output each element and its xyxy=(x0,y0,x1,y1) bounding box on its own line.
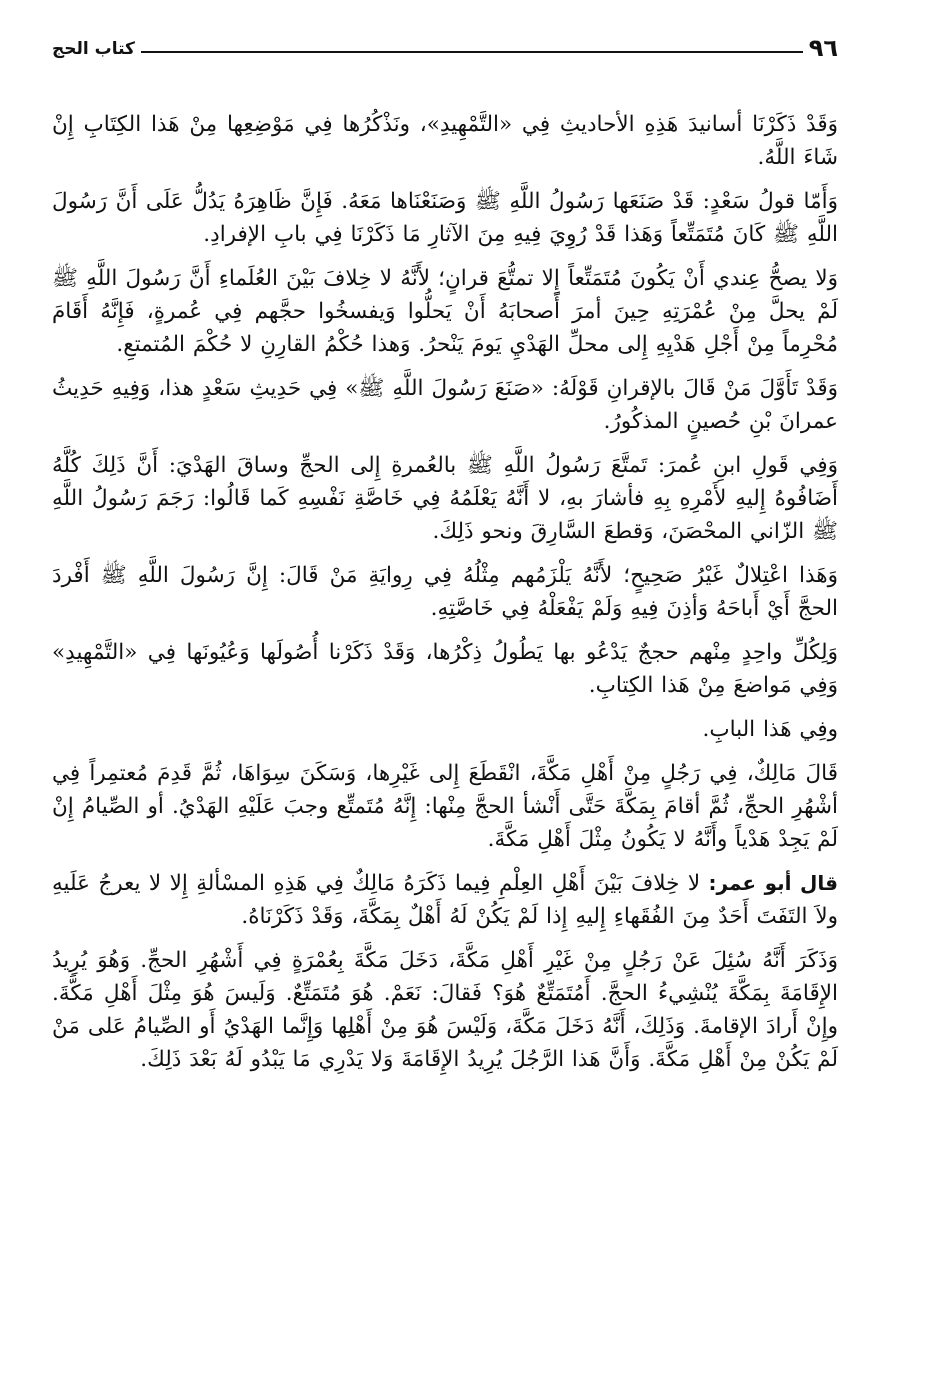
header-rule xyxy=(141,51,803,53)
paragraph-text: وَلا يصحُّ عِندي أَنْ يَكُونَ مُتَمَتِّعاً إِلا تمتُّعَ قرانٍ؛ لأَنَّهُ لا خِلافَ بَيْنَ العُلَماءِ أَنَّ رَسُولَ اللَّهِ ﷺ لَمْ يحلَّ مِنْ عُمْرَتِهِ حِينَ أمرَ أَصحابَهُ أَنْ يَحلُّوا وَيفسخُوا حجَّهم فِي عُمرةٍ، فَإِنَّهُ أَقَامَ مُحْرِماً مِنْ أَجْلِ هَدْيِهِ إِلى محلِّ الهَدْيِ يَومَ يَنْحرُ. وَهذا حُكْمُ القارِنِ لا حُكْمَ المُتمتعِ. xyxy=(52,266,838,357)
paragraph xyxy=(52,262,838,361)
paragraph-text: وَأَمّا قولُ سَعْدٍ: قَدْ صَنَعَها رَسُولُ اللَّهِ ﷺ وَصَنَعْنَاها مَعَهُ. فَإِنَّ ظَاهِرَهُ يَدُلُّ عَلَى أَنَّ رَسُولَ اللَّهِ ﷺ كَانَ مُتَمَتِّعاً وَهَذا قَدْ رُوِيَ فِيهِ مِنَ الآثارِ مَا ذَكَرْنَا فِي بابِ الإفرادِ. xyxy=(52,189,838,247)
paragraph xyxy=(52,757,838,856)
paragraph xyxy=(52,867,838,933)
page-header xyxy=(52,28,838,62)
paragraph-text: وَقَدْ تَأَوَّلَ مَنْ قَالَ بالإقرانِ قَوْلَهُ: «صَنَعَ رَسُولَ اللَّهِ ﷺ» فِي حَدِيثِ سَعْدٍ هذا، وَفِيهِ حَدِيثُ عمرانَ بْنِ حُصينٍ المذكُورُ. xyxy=(52,376,838,434)
paragraph-text: وَلِكُلِّ واحِدٍ مِنْهم حججٌ يَدْعُو بها يَطُولُ ذِكْرُها، وَقَدْ ذَكَرْنا أُصُولَها وَعُيُونَها فِي «التَّمْهِيدِ» وَفِي مَواضعَ مِنْ هَذا الكِتابِ. xyxy=(52,640,838,698)
paragraph xyxy=(52,636,838,702)
paragraph-text: قَالَ مَالِكٌ، فِي رَجُلٍ مِنْ أَهْلِ مَكَّةَ، انْقَطَعَ إِلى غَيْرِها، وَسَكَنَ سِوَاهَا، ثُمَّ قَدِمَ مُعتمِراً فِي أشْهُرِ الحجِّ، ثُمَّ أقامَ بِمَكَّةَ حَتَّى أَنْشأ الحجَّ مِنْها: إِنَّهُ مُتَمتِّع وجبَ عَلَيْهِ الهَدْيُ. أو الصِّيامُ إِنْ لَمْ يَجِدْ هَدْياً وأَنَّهُ لا يَكُونُ مِثْلَ أَهْلِ مَكَّةَ. xyxy=(52,761,838,852)
paragraph-text: لا خِلافَ بَيْنَ أَهْلِ العِلْمِ فِيما ذَكَرَهُ مَالِكٌ فِي هَذِهِ المسْألةِ إِلا لا يعرجُ عَلَيهِ ولاَ التَفَتَ أَحَدٌ مِنَ الفُقَهاءِ إِليهِ إِذا لَمْ يَكُنْ لَهُ أَهْلٌ بِمَكَّةَ، وَقَدْ ذَكَرْنَاهُ. xyxy=(52,871,838,929)
paragraph xyxy=(52,185,838,251)
paragraph xyxy=(52,944,838,1076)
paragraph xyxy=(52,713,838,746)
paragraph-text: وَذَكَرَ أَنَّهُ سُئِلَ عَنْ رَجُلٍ مِنْ غَيْرِ أَهْلِ مَكَّةَ، دَخَلَ مَكَّةَ بِعُمْرَةٍ فِي أَشْهُرِ الحجِّ. وَهُوَ يُرِيدُ الإِقَامَةَ بِمَكَّةَ يُنْشِيءُ الحجَّ. أَمُتَمَتِّعٌ هُوَ؟ فَقالَ: نَعَمْ. هُوَ مُتَمَتِّعٌ. وَلَيسَ هُوَ مِثْلَ أَهْلِ مَكَّةَ. وإِنْ أَرادَ الإقامةَ. وَذَلِكَ، أَنَّهُ دَخَلَ مَكَّةَ، وَلَيْسَ هُوَ مِنْ أَهْلِها وَإِنَّما الهَدْيُ أَو الصِّيامُ عَلى مَنْ لَمْ يَكُنْ مِنْ أَهْلِ مَكَّةَ. وَأَنَّ هَذا الرَّجُلَ يُرِيدُ الإِقَامَةَ وَلا يَدْرِي مَا يَبْدُو لَهُ بَعْدَ ذَلِكَ. xyxy=(52,948,838,1072)
running-title: كتاب الحج xyxy=(52,39,135,59)
paragraph-text: وَقَدْ ذَكَرْنَا أسانيدَ هَذِهِ الأحاديثِ فِي «التَّمْهِيدِ»، ونَذْكُرُها فِي مَوْضِعِها مِنْ هَذا الكِتَابِ إِنْ شَاءَ اللَّهُ. xyxy=(52,112,838,170)
paragraph xyxy=(52,559,838,625)
page-body xyxy=(52,108,838,1076)
book-page xyxy=(52,28,838,1358)
paragraph xyxy=(52,108,838,174)
paragraph-text: وَفِي قَولِ ابنِ عُمرَ: تَمتَّعَ رَسُولُ اللَّهِ ﷺ بالعُمرةِ إِلى الحجِّ وساقَ الهَدْيَ: أَنَّ ذَلِكَ كُلَّهُ أَضَافُوهُ إِليهِ لأَمْرِهِ بِهِ فأشارَ بهِ، لا أَنَّهُ يَعْلَمُهُ فِي خَاصَّةِ نَفْسِهِ كَما قَالُوا: رَجَمَ رَسُولُ اللَّهِ ﷺ الزّاني المحْصَنَ، وَقطعَ السَّارِقَ ونحو ذَلِكَ. xyxy=(52,453,838,544)
paragraph xyxy=(52,372,838,438)
paragraph-lead: قال أبو عمر: xyxy=(708,871,838,895)
paragraph-text: وَهَذا اعْتِلالٌ غَيْرُ صَحِيحٍ؛ لأَنَّهُ يَلْزَمُهم مِثْلُهُ فِي رِوايَةِ مَنْ قَالَ: إِنَّ رَسُولَ اللَّهِ ﷺ أَفْردَ الحجَّ أَيْ أَباحَهُ وَأذِنَ فِيهِ وَلَمْ يَفْعَلْهُ فِي خَاصَّتِهِ. xyxy=(52,563,838,621)
paragraph-text: وفِي هَذا البابِ. xyxy=(702,717,838,742)
page-number: ٩٦ xyxy=(808,34,838,62)
paragraph xyxy=(52,449,838,548)
